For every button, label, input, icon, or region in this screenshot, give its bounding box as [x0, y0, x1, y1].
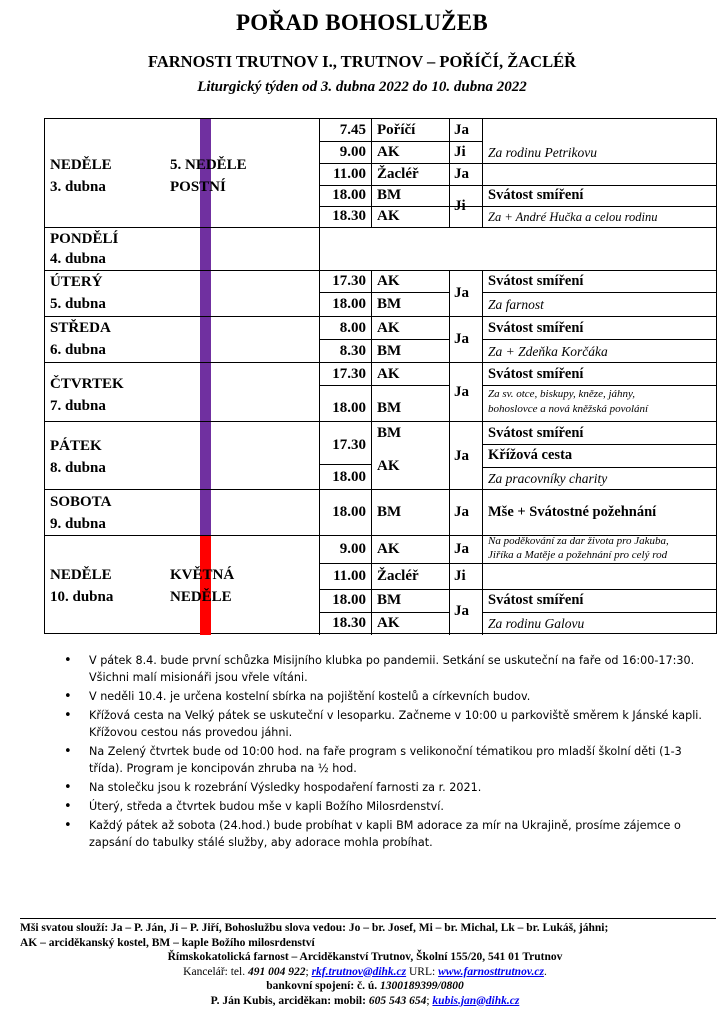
- office-email-link[interactable]: rkf.trutnov@dihk.cz: [311, 965, 407, 978]
- mass-time: 18.30: [332, 615, 366, 631]
- mass-place: AK: [377, 366, 400, 382]
- liturgical-day: NEDĚLE: [170, 589, 232, 605]
- celebrant: Ja: [454, 331, 469, 347]
- day-date: 7. dubna: [50, 398, 106, 414]
- announcements-list: [64, 652, 704, 853]
- mass-time: 18.00: [332, 592, 366, 608]
- celebrant: Ja: [454, 504, 469, 520]
- mass-time: 9.00: [339, 144, 366, 160]
- mass-place: Žacléř: [377, 166, 419, 182]
- bank-account: bankovní spojení: č. ú. 1300189399/0800: [266, 980, 464, 992]
- celebrant: Ja: [454, 285, 469, 301]
- mass-intention: Na poděkování za dar života pro Jakuba,: [488, 535, 669, 547]
- mass-place: BM: [377, 187, 402, 203]
- mass-place: Poříčí: [377, 122, 416, 138]
- celebrants-legend: Mši svatou slouží: Ja – P. Ján, Ji – P. Jiří, Bohoslužbu slova vedou: Jo – br. Josef, Mi – br. Michal, Lk – br. Lukáš, jáhni;: [20, 922, 609, 934]
- celebrant: Ja: [454, 448, 469, 464]
- mass-intention: bohoslovce a nová kněžská povolání: [488, 403, 649, 415]
- announcement: • Každý pátek až sobota (24.hod.) bude probíhat v kapli BM adorace za mír na Ukrajině, prosíme zájemce o zapsání do tabulky stálé služby, aby adorace mohla probíhat.: [64, 817, 704, 851]
- mass-intention: Za rodinu Galovu: [488, 616, 585, 631]
- mass-intention: Jiříka a Matěje a požehnání pro celý rod: [488, 549, 668, 561]
- celebrant: Ji: [454, 568, 466, 584]
- places-legend: AK – arciděkanský kostel, BM – kaple Božího milosrdenství: [20, 936, 315, 949]
- day-name: NEDĚLE: [50, 157, 112, 173]
- mass-place: BM: [377, 343, 402, 359]
- mass-intention: Svátost smíření: [488, 320, 584, 336]
- office-contact: Kancelář: tel. 491 004 922; rkf.trutnov@dihk.cz URL: www.farnosttrutnov.cz.: [183, 965, 547, 978]
- mass-place: BM: [377, 296, 402, 312]
- day-name: ÚTERÝ: [50, 274, 103, 290]
- day-name: STŘEDA: [50, 320, 111, 336]
- website-link[interactable]: www.farnosttrutnov.cz: [438, 965, 544, 978]
- mass-time: 17.30: [332, 366, 366, 382]
- mass-intention: Za + Zdeňka Korčáka: [488, 344, 608, 359]
- parish-address: Římskokatolická farnost – Arciděkanství Trutnov, Školní 155/20, 541 01 Trutnov: [167, 951, 563, 963]
- celebrant: Ja: [454, 541, 469, 557]
- mass-time: 18.00: [332, 400, 366, 416]
- page-title: POŘAD BOHOSLUŽEB: [235, 10, 489, 35]
- parish-subtitle: FARNOSTI TRUTNOV I., TRUTNOV – POŘÍČÍ, ŽACLÉŘ: [147, 52, 576, 71]
- day-date: 4. dubna: [50, 251, 106, 267]
- mass-intention: Za farnost: [488, 297, 544, 312]
- mass-place: AK: [377, 273, 400, 289]
- mass-intention: Za rodinu Petrikovu: [488, 145, 597, 160]
- mass-time: 8.30: [339, 343, 366, 359]
- mass-time: 11.00: [333, 166, 366, 182]
- mass-place: BM: [377, 504, 402, 520]
- mass-time: 8.00: [339, 320, 366, 336]
- mass-time: 17.30: [332, 437, 366, 453]
- mass-place: BM: [377, 400, 402, 416]
- mass-place: BM: [377, 592, 402, 608]
- day-date: 5. dubna: [50, 296, 106, 312]
- mass-time: 18.30: [332, 208, 366, 224]
- celebrant: Ji: [454, 198, 466, 214]
- mass-time: 17.30: [332, 273, 366, 289]
- mass-place: BM: [377, 425, 402, 441]
- mass-time: 18.00: [332, 504, 366, 520]
- day-name: PONDĚLÍ: [50, 231, 119, 247]
- footer-divider: [20, 918, 716, 919]
- announcement: • V pátek 8.4. bude první schůzka Misijního klubka po pandemii. Setkání se uskuteční na faře od 16:00-17:30. Všichni malí misionáři jsou vřele vítáni.: [64, 652, 704, 686]
- day-name: NEDĚLE: [50, 567, 112, 583]
- celebrant: Ja: [454, 384, 469, 400]
- day-name: SOBOTA: [50, 494, 112, 510]
- footer: [20, 921, 710, 1008]
- mass-place: Žacléř: [377, 568, 419, 584]
- celebrant: Ja: [454, 603, 469, 619]
- announcement: • V neděli 10.4. je určena kostelní sbírka na pojištění kostelů a církevních budov.: [64, 688, 704, 705]
- mass-intention: Křížová cesta: [488, 447, 573, 463]
- mass-place: AK: [377, 144, 400, 160]
- mass-time: 18.00: [332, 469, 366, 485]
- announcement: • Na Zelený čtvrtek bude od 10:00 hod. na faře program s velikonoční tématikou pro mladší školní děti (1-3 třída). Program je koncipován zhruba na ½ hod.: [64, 743, 704, 777]
- mass-place: AK: [377, 541, 400, 557]
- mass-place: AK: [377, 320, 400, 336]
- celebrant: Ji: [454, 144, 466, 160]
- mass-intention: Svátost smíření: [488, 366, 584, 382]
- day-date: 10. dubna: [50, 589, 114, 605]
- mass-intention: Svátost smíření: [488, 425, 584, 441]
- announcement: • Úterý, středa a čtvrtek budou mše v kapli Božího Milosrdenství.: [64, 798, 704, 815]
- mass-place: AK: [377, 458, 400, 474]
- day-name: ČTVRTEK: [50, 376, 124, 392]
- schedule-table: [44, 118, 717, 634]
- mass-intention: Svátost smíření: [488, 273, 584, 289]
- mass-intention: Za pracovníky charity: [488, 471, 608, 486]
- mass-place: AK: [377, 615, 400, 631]
- celebrant: Ja: [454, 166, 469, 182]
- mass-intention: Mše + Svátostné požehnání: [488, 504, 657, 520]
- day-date: 8. dubna: [50, 460, 106, 476]
- liturgical-day: POSTNÍ: [170, 179, 226, 195]
- day-date: 6. dubna: [50, 342, 106, 358]
- liturgical-week: Liturgický týden od 3. dubna 2022 do 10. dubna 2022: [197, 79, 527, 95]
- liturgical-day: KVĚTNÁ: [170, 567, 235, 583]
- mass-time: 7.45: [339, 122, 366, 138]
- mass-time: 18.00: [332, 296, 366, 312]
- mass-place: AK: [377, 208, 400, 224]
- day-date: 3. dubna: [50, 179, 106, 195]
- mass-time: 18.00: [332, 187, 366, 203]
- mass-time: 9.00: [339, 541, 366, 557]
- priest-email-link[interactable]: kubis.jan@dihk.cz: [432, 994, 520, 1007]
- announcement: • Na stolečku jsou k rozebrání Výsledky hospodaření farnosti za r. 2021.: [64, 779, 704, 796]
- mass-intention: Svátost smíření: [488, 187, 584, 203]
- mass-time: 11.00: [333, 568, 366, 584]
- announcement: • Křížová cesta na Velký pátek se uskuteční v lesoparku. Začneme v 10:00 u parkoviště směrem k Jánské kapli. Křížovou cestou nás provedou jáhni.: [64, 707, 704, 741]
- mass-intention: Za sv. otce, biskupy, kněze, jáhny,: [488, 388, 636, 400]
- mass-intention: Svátost smíření: [488, 592, 584, 608]
- celebrant: Ja: [454, 122, 469, 138]
- day-date: 9. dubna: [50, 516, 106, 532]
- liturgical-day: 5. NEDĚLE: [170, 157, 247, 173]
- day-name: PÁTEK: [50, 438, 102, 454]
- priest-contact: P. Ján Kubis, arciděkan: mobil: 605 543 654; kubis.jan@dihk.cz: [210, 994, 520, 1007]
- mass-intention: Za + André Hučka a celou rodinu: [488, 210, 658, 224]
